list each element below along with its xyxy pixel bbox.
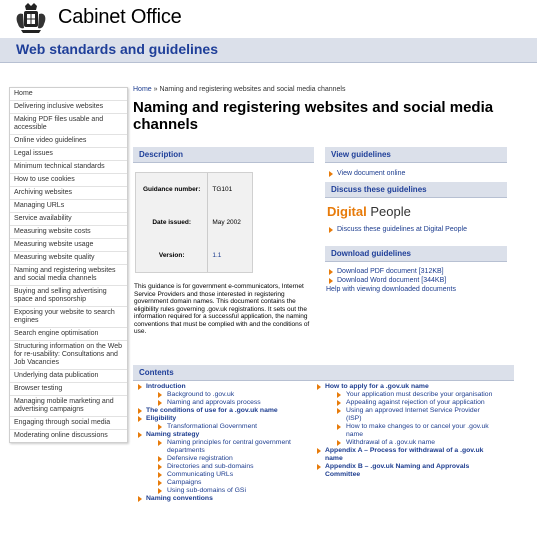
toc-link-label: Withdrawal of a .gov.uk name — [346, 439, 436, 446]
toc-link-label: The conditions of use for a .gov.uk name — [146, 407, 278, 414]
breadcrumb-home-link[interactable]: Home — [133, 86, 152, 93]
arrow-right-icon — [329, 171, 333, 177]
site-header — [0, 0, 537, 38]
table-row — [136, 206, 252, 239]
nav-item[interactable]: Buying and selling advertising space and sponsorship — [10, 286, 127, 307]
view-document-link-label: View document online — [337, 170, 406, 177]
contents-heading: Contents — [133, 365, 514, 381]
arrow-right-icon — [158, 464, 162, 470]
toc-link[interactable] — [134, 391, 314, 399]
discuss-heading: Discuss these guidelines — [325, 182, 507, 198]
arrow-right-icon — [158, 472, 162, 478]
breadcrumb-current: Naming and registering websites and social media channels — [159, 86, 346, 93]
toc-link[interactable] — [134, 455, 314, 463]
toc-link[interactable] — [134, 407, 314, 415]
toc-link-label: Appendix B – .gov.uk Naming and Approvals Committee — [325, 463, 470, 478]
arrow-right-icon — [329, 227, 333, 233]
guidance-number-value: TG101 — [207, 173, 252, 206]
toc-link[interactable] — [134, 471, 314, 479]
toc-link-label: Background to .gov.uk — [167, 391, 235, 398]
nav-item[interactable]: Online video guidelines — [10, 135, 127, 148]
description-heading: Description — [133, 147, 314, 163]
arrow-right-icon — [158, 488, 162, 494]
discuss-panel — [325, 182, 507, 234]
toc-link-label: Naming conventions — [146, 495, 213, 502]
toc-link[interactable] — [313, 407, 493, 423]
digital-people-logo[interactable] — [327, 204, 507, 219]
nav-item[interactable]: Exposing your website to search engines — [10, 307, 127, 328]
date-issued-label: Date issued: — [152, 219, 191, 226]
nav-item[interactable]: Legal issues — [10, 148, 127, 161]
toc-link[interactable] — [313, 463, 493, 479]
nav-item[interactable]: How to use cookies — [10, 174, 127, 187]
arrow-right-icon — [158, 424, 162, 430]
version-label: Version: — [158, 252, 185, 259]
view-guidelines-panel — [325, 147, 507, 178]
guidance-number-label: Guidance number: — [142, 186, 201, 193]
nav-item-current[interactable]: Naming and registering websites and social media channels — [10, 265, 127, 286]
toc-link-label: Eligibility — [146, 415, 177, 422]
nav-item[interactable]: Structuring information on the Web for re-usability: Consultations and Job Vacancies — [10, 341, 127, 370]
arrow-right-icon — [337, 400, 341, 406]
nav-item[interactable]: Delivering inclusive websites — [10, 101, 127, 114]
arrow-right-icon — [329, 278, 333, 284]
arrow-right-icon — [337, 424, 341, 430]
nav-item[interactable]: Minimum technical standards — [10, 161, 127, 174]
discuss-link-label: Discuss these guidelines at Digital People — [337, 226, 467, 233]
table-row — [136, 173, 252, 206]
toc-link[interactable] — [134, 399, 314, 407]
arrow-right-icon — [337, 392, 341, 398]
page-title: Naming and registering websites and social media channels — [133, 99, 494, 133]
toc-link-label: Defensive registration — [167, 455, 233, 462]
section-title[interactable]: Web standards and guidelines — [16, 41, 219, 57]
toc-link-label: How to make changes to or cancel your .gov.uk name — [346, 423, 489, 438]
arrow-right-icon — [317, 384, 321, 390]
left-navigation — [9, 87, 128, 443]
arrow-right-icon — [158, 480, 162, 486]
download-heading: Download guidelines — [325, 246, 507, 262]
arrow-right-icon — [337, 408, 341, 414]
help-downloads-link[interactable]: Help with viewing downloaded documents — [326, 286, 456, 293]
discuss-link[interactable] — [325, 225, 507, 234]
toc-link-label: Transformational Government — [167, 423, 258, 430]
arrow-right-icon — [317, 448, 321, 454]
toc-link-label: Naming and approvals process — [167, 399, 261, 406]
arrow-right-icon — [138, 496, 142, 502]
toc-link[interactable] — [134, 415, 314, 423]
royal-crest-icon[interactable] — [13, 2, 49, 34]
nav-item[interactable]: Search engine optimisation — [10, 328, 127, 341]
contents-left-column — [134, 383, 314, 503]
logo-digital-text: Digital — [327, 204, 367, 219]
toc-link-label: Your application must describe your organisation — [346, 391, 493, 398]
download-pdf-link[interactable] — [325, 267, 507, 276]
description-panel — [133, 147, 314, 273]
site-logo-text[interactable]: Cabinet Office — [58, 6, 182, 28]
description-table — [135, 172, 253, 273]
description-paragraph: This guidance is for government e-communicators, Internet Service Providers and those interested in registering government domain names. This document contains the eligibility rules governing .gov.uk registrations. It sets out the information required for a successful application, the naming conventions that must be complied with and the conditions of use. — [134, 283, 310, 335]
nav-item[interactable]: Making PDF files usable and accessible — [10, 114, 127, 135]
view-guidelines-heading: View guidelines — [325, 147, 507, 163]
nav-item[interactable]: Managing URLs — [10, 200, 127, 213]
toc-link-label: Appendix A – Process for withdrawal of a .gov.uk name — [325, 447, 484, 462]
nav-item[interactable]: Measuring website costs — [10, 226, 127, 239]
arrow-right-icon — [317, 464, 321, 470]
arrow-right-icon — [158, 440, 162, 446]
breadcrumb-separator: » — [151, 86, 160, 93]
toc-link-label: Campaigns — [167, 479, 202, 486]
toc-link[interactable] — [313, 391, 493, 399]
toc-link-label: Using sub-domains of GSi — [167, 487, 246, 494]
download-pdf-label: Download PDF document [312KB] — [337, 268, 444, 275]
toc-link[interactable] — [313, 399, 493, 407]
toc-link-label: Using an approved Internet Service Provider (ISP) — [346, 407, 480, 422]
toc-link[interactable] — [134, 423, 314, 431]
toc-link-label: Appealing against rejection of your application — [346, 399, 485, 406]
toc-link[interactable] — [134, 479, 314, 487]
download-panel — [325, 246, 507, 294]
nav-item[interactable]: Home — [10, 88, 127, 101]
toc-link[interactable] — [134, 383, 314, 391]
arrow-right-icon — [158, 400, 162, 406]
toc-link[interactable] — [313, 423, 493, 439]
nav-item[interactable]: Measuring website quality — [10, 252, 127, 265]
toc-link[interactable] — [134, 431, 314, 439]
contents-right-column — [313, 383, 493, 479]
table-row — [136, 239, 252, 272]
nav-item[interactable]: Managing mobile marketing and advertising campaigns — [10, 396, 127, 417]
download-word-link[interactable] — [325, 276, 507, 285]
toc-link-label: Communicating URLs — [167, 471, 234, 478]
nav-item[interactable]: Engaging through social media — [10, 417, 127, 430]
contents-panel — [133, 365, 514, 381]
view-document-link[interactable] — [325, 169, 507, 178]
arrow-right-icon — [138, 416, 142, 422]
logo-people-text: People — [370, 204, 411, 219]
nav-item[interactable]: Underlying data publication — [10, 370, 127, 383]
toc-link[interactable] — [313, 439, 493, 447]
arrow-right-icon — [138, 384, 142, 390]
date-issued-value: May 2002 — [207, 206, 252, 239]
toc-link-label: Directories and sub-domains — [167, 463, 254, 470]
arrow-right-icon — [138, 408, 142, 414]
nav-item[interactable]: Browser testing — [10, 383, 127, 396]
toc-link-label: Introduction — [146, 383, 186, 390]
nav-item[interactable]: Measuring website usage — [10, 239, 127, 252]
arrow-right-icon — [158, 392, 162, 398]
toc-link-label: Naming strategy — [146, 431, 200, 438]
breadcrumb — [133, 78, 529, 96]
toc-link[interactable] — [313, 447, 493, 463]
toc-link[interactable] — [134, 439, 314, 455]
toc-link-label: How to apply for a .gov.uk name — [325, 383, 429, 390]
toc-link-label: Naming principles for central government departments — [167, 439, 291, 454]
section-banner — [0, 38, 537, 63]
download-word-label: Download Word document [344KB] — [337, 277, 447, 284]
arrow-right-icon — [158, 456, 162, 462]
toc-link[interactable] — [313, 383, 493, 391]
nav-item[interactable]: Archiving websites — [10, 187, 127, 200]
version-value-link[interactable]: 1.1 — [207, 239, 252, 272]
toc-link[interactable] — [134, 487, 314, 495]
toc-link[interactable] — [134, 463, 314, 471]
toc-link[interactable] — [134, 495, 314, 503]
nav-item[interactable]: Service availability — [10, 213, 127, 226]
arrow-right-icon — [138, 432, 142, 438]
nav-item[interactable]: Moderating online discussions — [14, 432, 108, 439]
arrow-right-icon — [337, 440, 341, 446]
arrow-right-icon — [329, 269, 333, 275]
